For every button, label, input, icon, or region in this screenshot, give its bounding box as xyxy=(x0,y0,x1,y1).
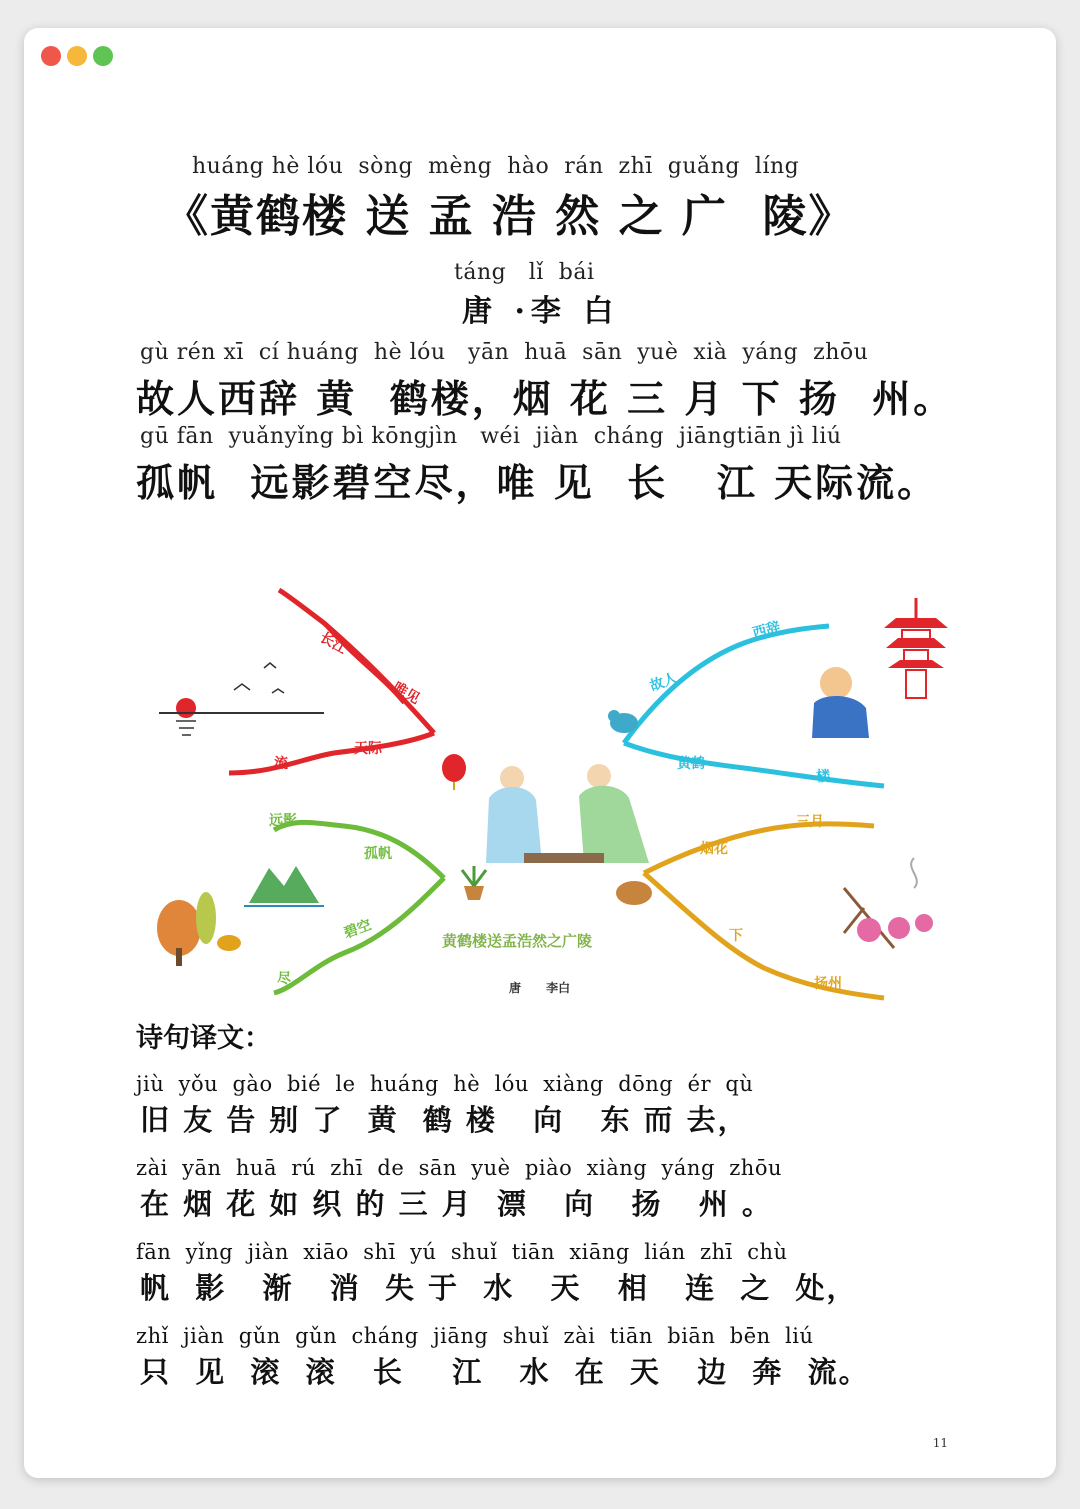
potted-plant-illustration xyxy=(462,866,486,900)
map-label-changjiang: 长江 xyxy=(317,629,350,658)
map-label-lou: 楼 xyxy=(816,769,830,785)
plum-blossom-illustration xyxy=(844,858,933,948)
mountains-illustration xyxy=(244,866,324,906)
map-label-xici: 西辞 xyxy=(750,619,783,642)
map-label-xia: 下 xyxy=(729,928,743,944)
map-label-tianji: 天际 xyxy=(354,741,382,757)
translation-line-2-pinyin: zài yān huā rú zhī de sān yuè piào xiàng yáng zhōu xyxy=(136,1156,782,1180)
map-label-weijian: 唯见 xyxy=(390,679,423,708)
translation-heading: 诗句译文： xyxy=(136,1023,271,1054)
poem-line-1: 故人西辞 黄 鹤楼，烟 花 三 月 下 扬 州。 xyxy=(136,376,955,421)
translation-line-4: 只 见 滚 滚 长 江 水 在 天 边 奔 流。 xyxy=(140,1355,870,1389)
title-pinyin: huáng hè lóu sòng mèng hào rán zhī guǎng líng xyxy=(192,154,800,179)
translation-line-4-pinyin: zhǐ jiàn gǔn gǔn cháng jiāng shuǐ zài tiān biān bēn liú xyxy=(136,1324,814,1348)
translation-line-1-pinyin: jiù yǒu gào bié le huáng hè lóu xiàng dōng ér qù xyxy=(136,1072,754,1096)
page-number: 11 xyxy=(932,1436,948,1450)
map-label-guren: 故人 xyxy=(647,670,680,695)
map-label-jin: 尽 xyxy=(277,971,291,987)
poem-line-1-pinyin: gù rén xī cí huáng hè lóu yān huā sān yuè xià yáng zhōu xyxy=(140,340,869,365)
minimize-window-button[interactable] xyxy=(67,46,87,66)
maximize-window-button[interactable] xyxy=(93,46,113,66)
document-window xyxy=(24,28,1056,1478)
sage-illustration xyxy=(812,667,869,738)
close-window-button[interactable] xyxy=(41,46,61,66)
poem-line-2-pinyin: gū fān yuǎnyǐng bì kōngjìn wéi jiàn cháng jiāngtiān jì liú xyxy=(140,424,842,449)
map-label-liu: 流 xyxy=(274,756,288,772)
bird-illustration xyxy=(608,710,638,733)
teapot-illustration xyxy=(616,881,652,905)
map-label-yuanying: 远影 xyxy=(269,813,297,829)
pagoda-illustration xyxy=(884,598,948,698)
poem-title: 《黄鹤楼 送 孟 浩 然 之 广 陵》 xyxy=(164,191,855,242)
poem-line-2: 孤帆 远影碧空尽，唯 见 长 江 天际流。 xyxy=(136,460,939,505)
translation-line-2: 在 烟 花 如 织 的 三 月 漂 向 扬 州 。 xyxy=(140,1187,773,1221)
poem-author: 唐 ·李 白 xyxy=(462,294,620,329)
map-center-title: 黄鹤楼送孟浩然之广陵 xyxy=(442,932,593,950)
map-label-bikong: 碧空 xyxy=(341,917,374,942)
author-pinyin: táng lǐ bái xyxy=(454,260,595,285)
map-label-sanyue: 三月 xyxy=(796,814,824,830)
map-label-yangzhou: 扬州 xyxy=(814,976,842,992)
translation-line-3: 帆 影 渐 消 失 于 水 天 相 连 之 处， xyxy=(140,1271,858,1305)
poem-mind-map xyxy=(124,568,954,1008)
map-label-yanhua: 烟花 xyxy=(700,841,728,857)
translation-line-1: 旧 友 告 别 了 黄 鹤 楼 向 东 而 去， xyxy=(140,1103,749,1137)
sunset-sea-illustration xyxy=(159,663,324,735)
window-titlebar xyxy=(24,28,1056,82)
map-label-gufan: 孤帆 xyxy=(364,846,392,862)
tree-illustration xyxy=(157,892,241,966)
translation-line-3-pinyin: fān yǐng jiàn xiāo shī yú shuǐ tiān xiāng lián zhī chù xyxy=(136,1240,788,1264)
lantern-illustration xyxy=(442,754,466,790)
map-center-author: 唐 李白 xyxy=(509,981,571,995)
poets-illustration xyxy=(486,764,649,863)
map-label-huanghe: 黄鹤 xyxy=(677,756,705,772)
